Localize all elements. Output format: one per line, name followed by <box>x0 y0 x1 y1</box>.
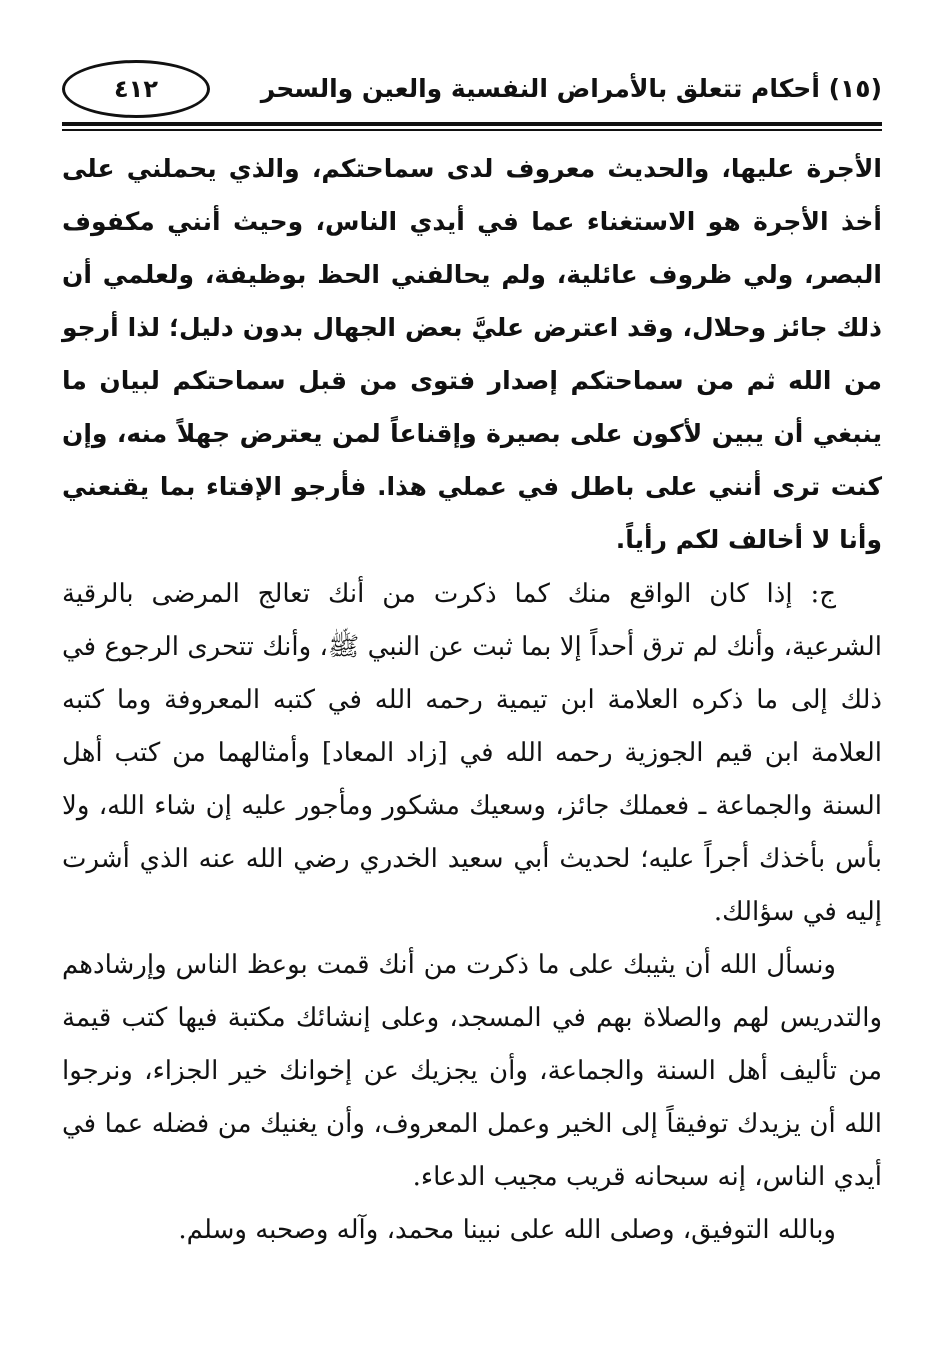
answer-paragraph-1: ج: إذا كان الواقع منك كما ذكرت من أنك تعالج المرضى بالرقية الشرعية، وأنك لم ترق أحداً إلا بما ثبت عن النبي ﷺ، وأنك تتحرى الرجوع في ذلك إلى ما ذكره العلامة ابن تيمية رحمه الله في كتبه المعروفة وما كتبه العلامة ابن قيم الجوزية رحمه الله في [زاد المعاد] وأمثالهما من كتب أهل السنة والجماعة ـ فعملك جائز، وسعيك مشكور ومأجور عليه إن شاء الله، ولا بأس بأخذك أجراً عليه؛ لحديث أبي سعيد الخدري رضي الله عنه الذي أشرت إليه في سؤالك. <box>62 579 882 927</box>
page-number-badge: ٤١٢ <box>62 60 210 118</box>
header-rule-thin <box>62 129 882 131</box>
answer-closing: وبالله التوفيق، وصلى الله على نبينا محمد، وآله وصحبه وسلم. <box>178 1215 836 1245</box>
answer-paragraph-2: ونسأل الله أن يثيبك على ما ذكرت من أنك قمت بوعظ الناس وإرشادهم والتدريس لهم والصلاة بهم في المسجد، وعلى إنشائك مكتبة فيها كتب قيمة من تأليف أهل السنة والجماعة، وأن يجزيك عن إخوانك خير الجزاء، ونرجوا الله أن يزيدك توفيقاً إلى الخير وعمل المعروف، وأن يغنيك من فضله عما في أيدي الناس، إنه سبحانه قريب مجيب الدعاء. <box>62 950 882 1192</box>
question-text: الأجرة عليها، والحديث معروف لدى سماحتكم، والذي يحملني على أخذ الأجرة هو الاستغناء عما في أيدي الناس، وحيث أنني مكفوف البصر، ولي ظروف عائلية، ولم يحالفني الحظ بوظيفة، ولعلمي أن ذلك جائز وحلال، وقد اعترض عليَّ بعض الجهال بدون دليل؛ لذا أرجو من الله ثم من سماحتكم إصدار فتوى من قبل سماحتكم لبيان ما ينبغي أن يبين لأكون على بصيرة وإقناعاً لمن يعترض جهلاً منه، وإن كنت ترى أنني على باطل في عملي هذا. فأرجو الإفتاء بما يقنعني وأنا لا أخالف لكم رأياً. <box>62 154 882 554</box>
header-rule-thick <box>62 122 882 126</box>
page-body <box>62 142 882 1257</box>
chapter-title: (١٥) أحكام تتعلق بالأمراض النفسية والعين والسحر <box>260 74 882 103</box>
answer-section <box>62 568 882 1257</box>
